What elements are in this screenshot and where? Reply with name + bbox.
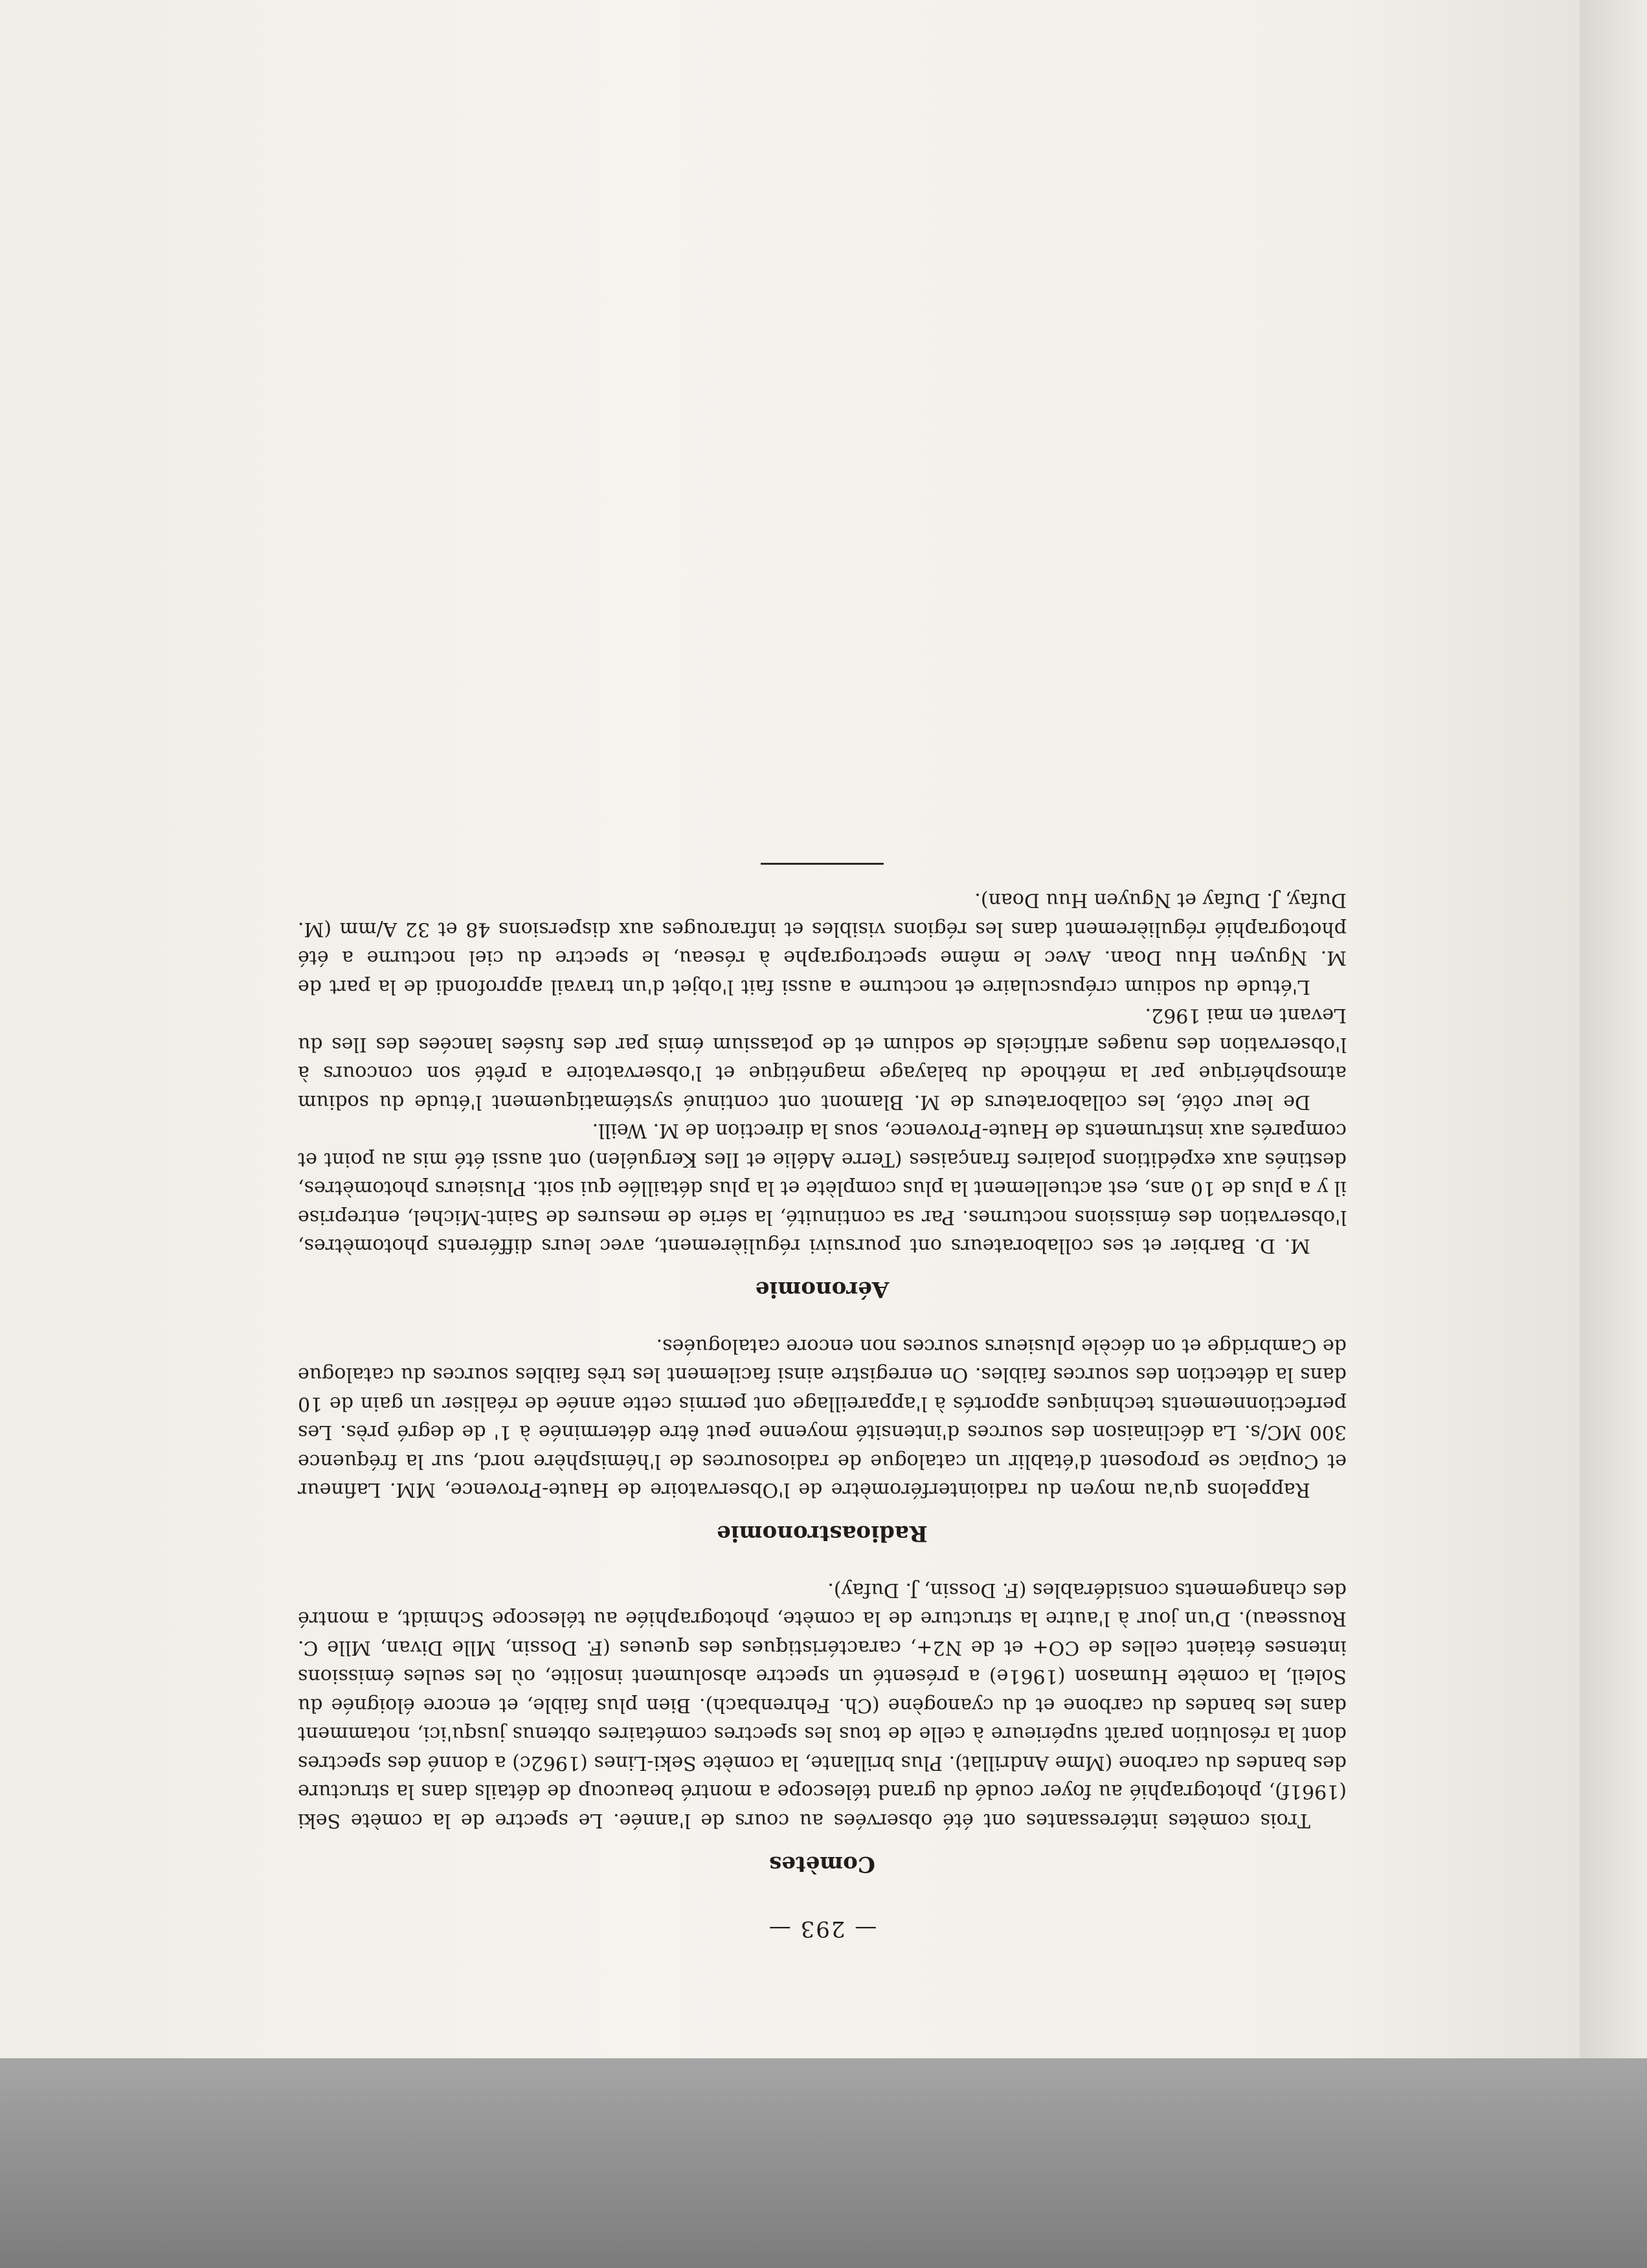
paragraph: Rappelons qu'au moyen du radiointerféromètre de l'Observatoire de Haute-Provence, MM. Lafineur et Coupiac se proposent d'établir un catalogue de radiosources de l'hémisphère nord, sur la fréquence 300 MC/s. La déclinaison des sources d'intensité moyenne peut être déterminée à 1' de degré près. Les perfectionnements techniques apportés à l'appareillage ont permis cette année de réaliser un gain de 10 dans la détection des sources faibles. On enregistre ainsi facilement les très faibles sources du catalogue de Cambridge et on décèle plusieurs sources non encore cataloguées. [298,1335,1347,1502]
page-number: — 293 — [767,1916,877,1942]
section-heading: Aéronomie [755,1276,890,1303]
paragraph: Trois comètes intéressantes ont été observées au cours de l'année. Le spectre de la comète Seki (1961f), photographié au foyer coudé du grand télescope a montré beaucoup de détails dans la structure des bandes du carbone (Mme Andrillat). Plus brillante, la comète Seki-Lines (1962c) a donné des spectres dont la résolution paraît supérieure à celle de tous les spectres cométaires obtenus jusqu'ici, notamment dans les bandes du carbone et du cyanogène (Ch. Fehrenbach). Bien plus faible, et encore éloignée du Soleil, la comète Humason (1961e) a présenté un spectre absolument insolite, où les seules émissions intenses étaient celles de CO+ et de N2+, caractéristiques des queues (F. Dossin, Mlle Divan, Mlle C. Rousseau). D'un jour à l'autre la structure de la comète, photographiée au télescope Schmidt, a montré des changements considérables (F. Dossin, J. Dufay). [298,1579,1347,1832]
paper-edge [1580,0,1647,2058]
section-radioastronomie [298,1331,1347,1547]
section-aeronomie [298,885,1347,1303]
section-heading: Comètes [769,1851,875,1877]
paragraph: M. D. Barbier et ses collaborateurs ont poursuivi régulièrement, avec leurs différents photomètres, l'observation des émissions nocturnes. Par sa continuité, la série de mesures de Saint-Michel, entreprise il y a plus de 10 ans, est actuellement la plus complète et la plus détaillée qui soit. Plusieurs photomètres, destinés aux expéditions polaires françaises (Terre Adélie et Iles Kerguélen) ont aussi été mis au point et comparés aux instruments de Haute-Provence, sous la direction de M. Weill. [298,1119,1347,1258]
paragraph: De leur côté, les collaborateurs de M. Blamont ont continué systématiquement l'étude du sodium atmosphérique par la méthode du balayage magnétique et l'observatoire a prêté son concours à l'observation des nuages artificiels de sodium et de potassium émis par des fusées lancées des Iles du Levant en mai 1962. [298,1004,1347,1113]
scanner-background [0,2045,1647,2268]
paragraph: L'étude du sodium crépusculaire et nocturne a aussi fait l'objet d'un travail approfondi de la part de M. Nguyen Huu Doan. Avec le même spectrographe à réseau, le spectre du ciel nocturne a été photographié régulièrement dans les régions visibles et infrarouges aux dispersions 48 et 32 A/mm (M. Dufay, J. Dufay et Nguyen Huu Doan). [298,889,1347,998]
end-rule [761,863,884,865]
section-cometes [298,1575,1347,1878]
section-heading: Radioastronomie [717,1520,928,1547]
page-content-upside-down [298,194,1347,1942]
